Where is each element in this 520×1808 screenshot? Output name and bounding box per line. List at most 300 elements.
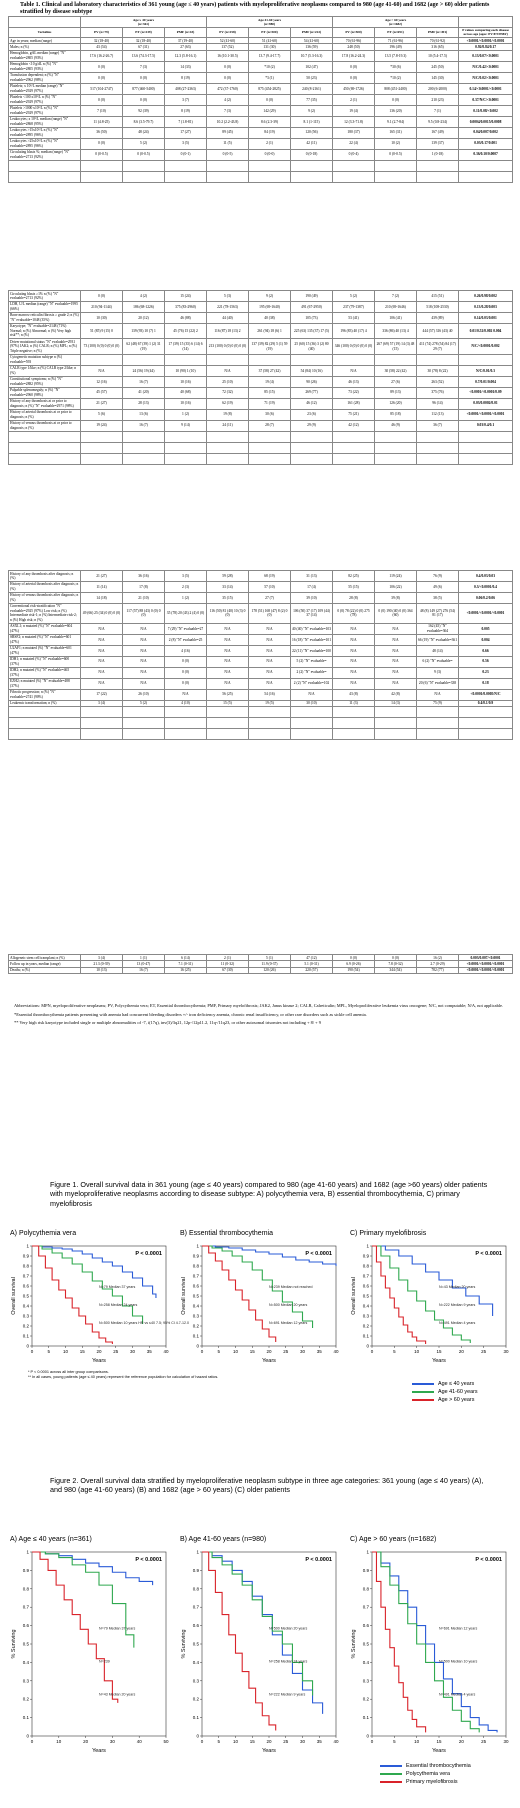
table-cell: 120 (56) (291, 127, 333, 138)
table-cell: 2 (3) (165, 581, 207, 592)
table-cell: 9 (2) (291, 105, 333, 116)
group-n: (n=1682) (389, 21, 402, 26)
table-cell: 106 (41) (375, 312, 417, 323)
table-cell: N/A (165, 689, 207, 700)
y-tick-label: 0.8 (362, 1263, 369, 1269)
table-cell: 3 (5) (165, 571, 207, 582)
table-cell: 50 (23) (291, 72, 333, 83)
y-tick-label: 1 (196, 1549, 199, 1555)
column-header: PV (n=79) (81, 27, 123, 38)
table-cell: 3 (7) (165, 94, 207, 105)
table-cell (417, 729, 459, 740)
row-label-cell: Allogeneic stem cell transplant; n (%) (9, 955, 81, 961)
x-tick-label: 10 (414, 1349, 420, 1354)
table-row (9, 571, 513, 582)
survival-curve-2 (372, 1246, 426, 1344)
p-value-cell: N/C/0.01/0.3 (459, 365, 513, 376)
km-chart-2c (350, 1548, 510, 1754)
x-tick-label: 40 (136, 1739, 142, 1744)
table-cell: 0 (0) (333, 955, 375, 961)
table-cell: 10 (13) (81, 967, 123, 973)
table-cell: 2 (8) "N" evaluable=25 (165, 634, 207, 645)
row-label-cell (9, 171, 81, 182)
figure2-panel-c (350, 1536, 510, 1754)
table-cell: 55 (15) (333, 581, 375, 592)
survival-curve-2 (202, 1246, 276, 1342)
y-tick-label: 0.5 (362, 1293, 369, 1299)
y-tick-label: 0.7 (192, 1604, 199, 1610)
p-value-cell (459, 354, 513, 365)
table-cell: 22 (4) (333, 138, 375, 149)
table-cell: N/A (123, 623, 165, 634)
row-label-cell: Hemoglobin <10 g/dL n (%) "N" evaluable=2805 (93%) (9, 61, 81, 72)
p-value-cell: 0.7/0.01/0.004 (459, 376, 513, 387)
table-cell: N/A (375, 667, 417, 678)
table-cell: 2 (1) (333, 94, 375, 105)
row-label-cell: History of any thrombosis at or prior to diagnosis; n (%) "N" evaluable=2971 (98%) (9, 398, 81, 409)
x-tick-label: 10 (56, 1739, 62, 1744)
p-value-cell: 0.11/0.08/<0.002 (459, 105, 513, 116)
table-cell: N/A (123, 656, 165, 667)
table-cell: 0 (0) (375, 94, 417, 105)
table-cell: 10.2 (2.2-43.8) (207, 116, 249, 127)
x-tick-label: 15 (436, 1739, 442, 1744)
table-cell: 5 (1) (249, 955, 291, 961)
table-cell (81, 442, 123, 453)
p-value-label: P < 0.0001 (305, 1557, 332, 1563)
table-cell: 3 (4) (81, 955, 123, 961)
table-cell: 375 (76) (417, 387, 459, 398)
p-value-cell (459, 707, 513, 718)
table-cell (375, 171, 417, 182)
table-cell: 0 (0) (123, 94, 165, 105)
table-cell: 10 (16) (165, 376, 207, 387)
table-cell (417, 442, 459, 453)
table-cell (81, 160, 123, 171)
legend-item (380, 1770, 471, 1778)
table-cell: 14 (18) (81, 592, 123, 603)
table-cell: 8 (19) (165, 72, 207, 83)
table-row (9, 312, 513, 323)
table-cell: 29 (9) (291, 420, 333, 431)
y-tick-label: 0.3 (192, 1313, 199, 1319)
table-cell (375, 160, 417, 171)
p-value-cell (459, 718, 513, 729)
table-cell: 56 (25) (207, 689, 249, 700)
legend-item (380, 1778, 471, 1786)
table-cell (123, 171, 165, 182)
p-value-cell: 0.0004/0.0015/0.0008 (459, 116, 513, 127)
table-cell: 19 (4) (333, 105, 375, 116)
p-value-cell: <0.0001/0.0005/N/C (459, 689, 513, 700)
table-cell: 75 (9) (417, 700, 459, 706)
table-cell (333, 718, 375, 729)
table-cell: 68 (19) (249, 571, 291, 582)
table-cell: 38 (5) (417, 592, 459, 603)
x-tick-label: 20 (266, 1739, 272, 1744)
table-cell: 165 (31) (375, 127, 417, 138)
table-cell: 336 (86) 40 (13) 4 (375, 323, 417, 338)
row-label-cell (9, 160, 81, 171)
table-cell: N/A (123, 678, 165, 689)
table-cell: 4 (2) (123, 291, 165, 302)
y-tick-label: 1 (366, 1243, 369, 1249)
table-cell: 9.1 (2.7-84) (375, 116, 417, 127)
table-row (9, 718, 513, 729)
table-cell: 10 (30) (81, 312, 123, 323)
table-cell: 180 (37) (333, 127, 375, 138)
km-chart-2b (180, 1548, 340, 1754)
table-cell: 145 (30) (417, 72, 459, 83)
table-cell: N/A (333, 667, 375, 678)
table-row (9, 354, 513, 365)
table-cell: 53 (41) (333, 312, 375, 323)
abbreviations-note: Abbreviations: MPN, myeloproliferative neoplasms; PV, Polycythemia vera; ET, Essential thrombocythemia; PMF, Primary myelofibrosis; JAK2, Janus kinase 2; CALR, Calreticulin; MPL, Myeloproliferative leukemia virus oncogene; N/C, not computable; N/A, not applicable. (14, 1003, 504, 1008)
group-label: Age > 60 years (384, 17, 407, 22)
table-cell: 106 (22) (375, 581, 417, 592)
table-cell: 92 (39) (123, 105, 165, 116)
table-cell: 16 (25) (165, 967, 207, 973)
p-value-cell: 0.92/0.84/0.17 (459, 44, 513, 50)
table-cell: 518 (108-2530) (417, 301, 459, 312)
table-cell (81, 453, 123, 464)
y-tick-label: 0 (196, 1733, 199, 1739)
row-label-cell: Circulating blasts %; median (range) "N" evaluable=2713 (92%) (9, 149, 81, 160)
row-label-cell: History of venous thrombosis at or prior to diagnosis; n (%) (9, 420, 81, 431)
p-value-cell: 0.04/0.007/0.002 (459, 127, 513, 138)
table-cell: 42 (12) (333, 420, 375, 431)
curve-annotation: N=500 Median 10 years HR vs ≤40 7.5; 95% CI 4.7-12.0 (99, 1321, 189, 1325)
table-cell: N/A (123, 667, 165, 678)
table-cell: 27 (7) (249, 592, 291, 603)
legend-item (412, 1380, 478, 1388)
table-cell: 190 (54) (333, 967, 375, 973)
km-chart-1a (10, 1242, 189, 1364)
p-value-cell: 0.005 (459, 623, 513, 634)
table-cell (123, 729, 165, 740)
table-cell: 17.8 (16.2-24.3) (333, 50, 375, 61)
table-cell: 42 (11) (291, 138, 333, 149)
table-cell: 4 (2) (207, 94, 249, 105)
table-cell (249, 354, 291, 365)
y-tick-label: 0.4 (192, 1303, 199, 1309)
p-value-cell: 0.14/0.03/0.001 (459, 312, 513, 323)
row-label-cell: History of any thrombosis after diagnosis; n (%) (9, 571, 81, 582)
x-axis-label: Years (92, 1358, 106, 1364)
table-cell (375, 431, 417, 442)
table-cell: 7 (29) "N" evaluable=27 (165, 623, 207, 634)
table-cell: N/A (417, 689, 459, 700)
x-tick-label: 20 (83, 1739, 89, 1744)
table-cell: 36 (16) (123, 571, 165, 582)
table-cell: 43 (54) (81, 44, 123, 50)
table-row (9, 72, 513, 83)
p-value-cell: 0.01/0.52/0.002 0.004 (459, 323, 513, 338)
table-cell: 0 (0-0.5) (375, 149, 417, 160)
y-tick-label: 0.4 (362, 1303, 369, 1309)
table-cell: 105 (73) (291, 312, 333, 323)
table-row (9, 376, 513, 387)
y-tick-label: 0.5 (362, 1641, 369, 1647)
table-cell: 102 (47) (291, 61, 333, 72)
table-cell: 119 (24) (375, 571, 417, 582)
p-value-cell: 0.03/0.4/0.1 (459, 420, 513, 431)
table-cell: 17 (39) 15 (35) 6 (14) 6 (14) (165, 339, 207, 354)
p-value-cell: 0.23 (459, 667, 513, 678)
table-row (9, 323, 513, 338)
plot-frame (202, 1552, 336, 1736)
table-cell: 491 (67-2950) (291, 301, 333, 312)
table-cell: 28 (13) (123, 398, 165, 409)
table-cell: 66 (19) "N" evaluable=361 (417, 634, 459, 645)
table-cell: 75 (21) (333, 409, 375, 420)
y-tick-label: 0 (26, 1733, 29, 1739)
table-cell (207, 707, 249, 718)
table-cell: 24 (11) (207, 420, 249, 431)
table-cell: 408 (27-2363) (165, 83, 207, 94)
x-tick-label: 30 (503, 1739, 509, 1744)
p-value-cell: <0.0001/<0.0001/<0.0001 (459, 603, 513, 623)
table-cell (165, 718, 207, 729)
curve-annotation: N=239 (99, 1659, 110, 1664)
figure2-panel-a (10, 1536, 170, 1754)
p-value-label: P < 0.0001 (135, 1557, 162, 1563)
table-cell: 2 (1) (207, 955, 249, 961)
table-cell: 137 (39) 82 (29) 5 (1) 59 (19) (249, 339, 291, 354)
legend-item (412, 1396, 478, 1404)
table-cell: 3 (5) (165, 138, 207, 149)
table-row (9, 149, 513, 160)
y-tick-label: 0.7 (22, 1604, 29, 1610)
curve-annotation: N=500 Median 20 years (269, 1626, 308, 1631)
x-tick-label: 30 (299, 1739, 306, 1744)
y-tick-label: 1 (26, 1243, 29, 1249)
survival-curve-0 (202, 1552, 323, 1714)
y-tick-label: 0.5 (22, 1641, 29, 1647)
table-cell: 13 (0-47) (123, 961, 165, 967)
y-tick-label: 0.2 (192, 1696, 199, 1702)
table-cell: 0 (0) (375, 955, 417, 961)
table-cell: 0 (0) (81, 61, 123, 72)
table-cell: N/A (81, 365, 123, 376)
column-header: PV (n=258) (207, 27, 249, 38)
y-tick-label: 0.8 (362, 1586, 369, 1592)
table-cell: 54 (84) 10 (16) (291, 365, 333, 376)
x-tick-label: 5 (217, 1739, 221, 1744)
table-cell (165, 453, 207, 464)
table-cell: 54 (41-60) (291, 38, 333, 44)
table-cell: 0 (0-5) (207, 149, 249, 160)
table-cell: 84 (19) (249, 127, 291, 138)
plot-frame (372, 1246, 506, 1346)
group-header (81, 17, 207, 28)
table-cell (207, 160, 249, 171)
table-cell: *30 (6) (375, 61, 417, 72)
table-cell: 71 (19) (249, 398, 291, 409)
y-tick-label: 0.4 (362, 1659, 369, 1665)
table-row (9, 301, 513, 312)
table-cell (123, 354, 165, 365)
table-cell (249, 453, 291, 464)
table-cell (165, 354, 207, 365)
figure1-footnote-2: ** In all cases, young patients (age ≤ 40 years) represent the reference population for calculation of hazard ratios. (28, 1375, 219, 1380)
x-tick-label: 30 (109, 1739, 115, 1744)
table-cell (291, 453, 333, 464)
table-cell: 17 (22) (81, 689, 123, 700)
table-cell: 877 (460-5400) (123, 83, 165, 94)
column-header: PMF (n=43) (165, 27, 207, 38)
table1-grid-1 (8, 16, 513, 183)
table-cell: 237 (79-1387) (333, 301, 375, 312)
table-cell: 0 (0) (165, 656, 207, 667)
y-tick-label: 0.3 (362, 1678, 369, 1684)
table-cell: 14 (3) (375, 700, 417, 706)
table-cell: 0 (0) (81, 291, 123, 302)
table1-notes (14, 1003, 504, 1029)
table-row (9, 453, 513, 464)
y-axis-label: % Surviving (351, 1629, 357, 1659)
y-tick-label: 0.9 (22, 1253, 29, 1259)
table-cell: 162 (45) "N" evaluable=364 (417, 623, 459, 634)
x-tick-label: 15 (249, 1739, 255, 1744)
table-cell: 85 (15) (249, 387, 291, 398)
legend-item (380, 1762, 471, 1770)
x-tick-label: 15 (79, 1349, 85, 1354)
table-cell (333, 442, 375, 453)
table-cell: N/A (333, 634, 375, 645)
table-cell (291, 160, 333, 171)
plot-frame (372, 1552, 506, 1736)
y-tick-label: 0.1 (192, 1333, 199, 1339)
table-cell: 0 (0) (81, 94, 123, 105)
p-value-cell: 0.03/0.0002/0.01 (459, 398, 513, 409)
y-axis-label: % Surviving (11, 1629, 17, 1659)
row-label-cell: Cytogenetic mutation subtype n (%) evaluable=593 (9, 354, 81, 365)
table-cell (81, 729, 123, 740)
table-cell: N/A (249, 667, 291, 678)
table-cell: N/A (207, 678, 249, 689)
x-tick-label: 25 (481, 1349, 487, 1354)
y-tick-label: 0.8 (192, 1586, 199, 1592)
x-tick-label: 20 (96, 1349, 102, 1354)
table-cell (249, 171, 291, 182)
y-tick-label: 0.6 (22, 1283, 29, 1289)
table-cell: 7 (1.8-81) (165, 116, 207, 127)
y-tick-label: 0.1 (22, 1715, 29, 1721)
table-cell: 10 (2) (375, 138, 417, 149)
table1-grid-4 (8, 954, 513, 974)
table-cell: 37 (58) 27 (42) (249, 365, 291, 376)
table-cell: 267 (69) 57 (19) 14 (3) 48 (15) (375, 339, 417, 354)
table-cell (123, 707, 165, 718)
survival-curve-1 (202, 1552, 313, 1696)
table-cell: 35 (78) 20 (43) 2 (4) 0 (0) (165, 603, 207, 623)
table-cell (375, 729, 417, 740)
table-cell: N/A (333, 678, 375, 689)
table-cell: 7 (1) (417, 105, 459, 116)
table-cell: 35 (15) (207, 592, 249, 603)
row-label-cell: Leukocytes; x 10⁹/L median (range) "N" evaluable=2868 (95%) (9, 116, 81, 127)
table-cell: 67 (30) (207, 967, 249, 973)
table-row (9, 387, 513, 398)
figure1-legend (412, 1380, 478, 1404)
table-cell: N/A (207, 667, 249, 678)
table-cell: 16 (7) (123, 967, 165, 973)
table-cell: 782 (77) (417, 967, 459, 973)
table-cell (123, 442, 165, 453)
table1-part1 (8, 16, 512, 183)
table-row (9, 83, 513, 94)
table-cell (333, 453, 375, 464)
y-tick-label: 0 (26, 1343, 29, 1349)
column-header: PMF (n=222) (291, 27, 333, 38)
table-cell: 220 (57) (291, 967, 333, 973)
panel-title: C) Primary myelofibrosis (350, 1230, 427, 1237)
panel-title: B) Essential thrombocythemia (180, 1230, 273, 1237)
table-cell: 0 (0-18) (291, 149, 333, 160)
y-axis-label: % Surviving (181, 1629, 187, 1659)
table-cell: 12.3 (5.8-16.1) (165, 50, 207, 61)
y-tick-label: 0.2 (192, 1323, 199, 1329)
table-cell: 6 (2) "N" evaluable= (417, 656, 459, 667)
x-tick-label: 25 (283, 1739, 289, 1744)
table-cell: 4 (16) (165, 645, 207, 656)
table-cell: *3 (1) (249, 72, 291, 83)
table-row (9, 729, 513, 740)
table-cell (123, 453, 165, 464)
x-tick-label: 50 (163, 1739, 169, 1744)
table-cell (249, 431, 291, 442)
x-tick-label: 0 (200, 1349, 204, 1354)
table-cell: N/A (123, 634, 165, 645)
table-cell: 22 (11) "N" evaluable=100 (291, 645, 333, 656)
table-row (9, 420, 513, 431)
table-cell: 5 (2) (123, 700, 165, 706)
table-cell: 6 (14) (165, 955, 207, 961)
table-cell: 85 (18) (375, 409, 417, 420)
table-cell: 40 (40) "N" evaluable=103 (291, 623, 333, 634)
table-cell: 19 (5) (249, 700, 291, 706)
y-axis-label: Overall survival (181, 1277, 187, 1315)
table-cell: 59 (28) (207, 571, 249, 582)
table-cell: 0 (0) (81, 138, 123, 149)
p-value-cell (459, 453, 513, 464)
table-cell: 46 (12) (291, 398, 333, 409)
table1-part2 (8, 290, 512, 465)
table-cell: N/A (375, 678, 417, 689)
table-cell (81, 431, 123, 442)
y-tick-label: 0.2 (362, 1696, 369, 1702)
table-cell: 1 (1) (123, 955, 165, 961)
table-cell (417, 171, 459, 182)
row-label-cell: LDH, U/L median (range) "N" evaluable=1995 (66%) (9, 301, 81, 312)
table1-grid-2 (8, 290, 513, 465)
table-cell: 51 (85) 9 (15) 0 (81, 323, 123, 338)
table-cell: 44 (40) (207, 312, 249, 323)
p-value-cell: 0.26/0.98/0.002 (459, 291, 513, 302)
table-cell: 248 (50) (333, 44, 375, 50)
table-cell: N/A (249, 634, 291, 645)
table-row (9, 967, 513, 973)
table-cell: 47 (12) (291, 955, 333, 961)
x-tick-label: 25 (481, 1739, 487, 1744)
table-cell: N/A (333, 365, 375, 376)
y-tick-label: 0.4 (22, 1303, 29, 1309)
panel-title: A) Age ≤ 40 years (n=361) (10, 1536, 92, 1543)
table-cell (165, 171, 207, 182)
table-cell: 16 (7) (123, 376, 165, 387)
table-cell: 23 (6) (291, 409, 333, 420)
